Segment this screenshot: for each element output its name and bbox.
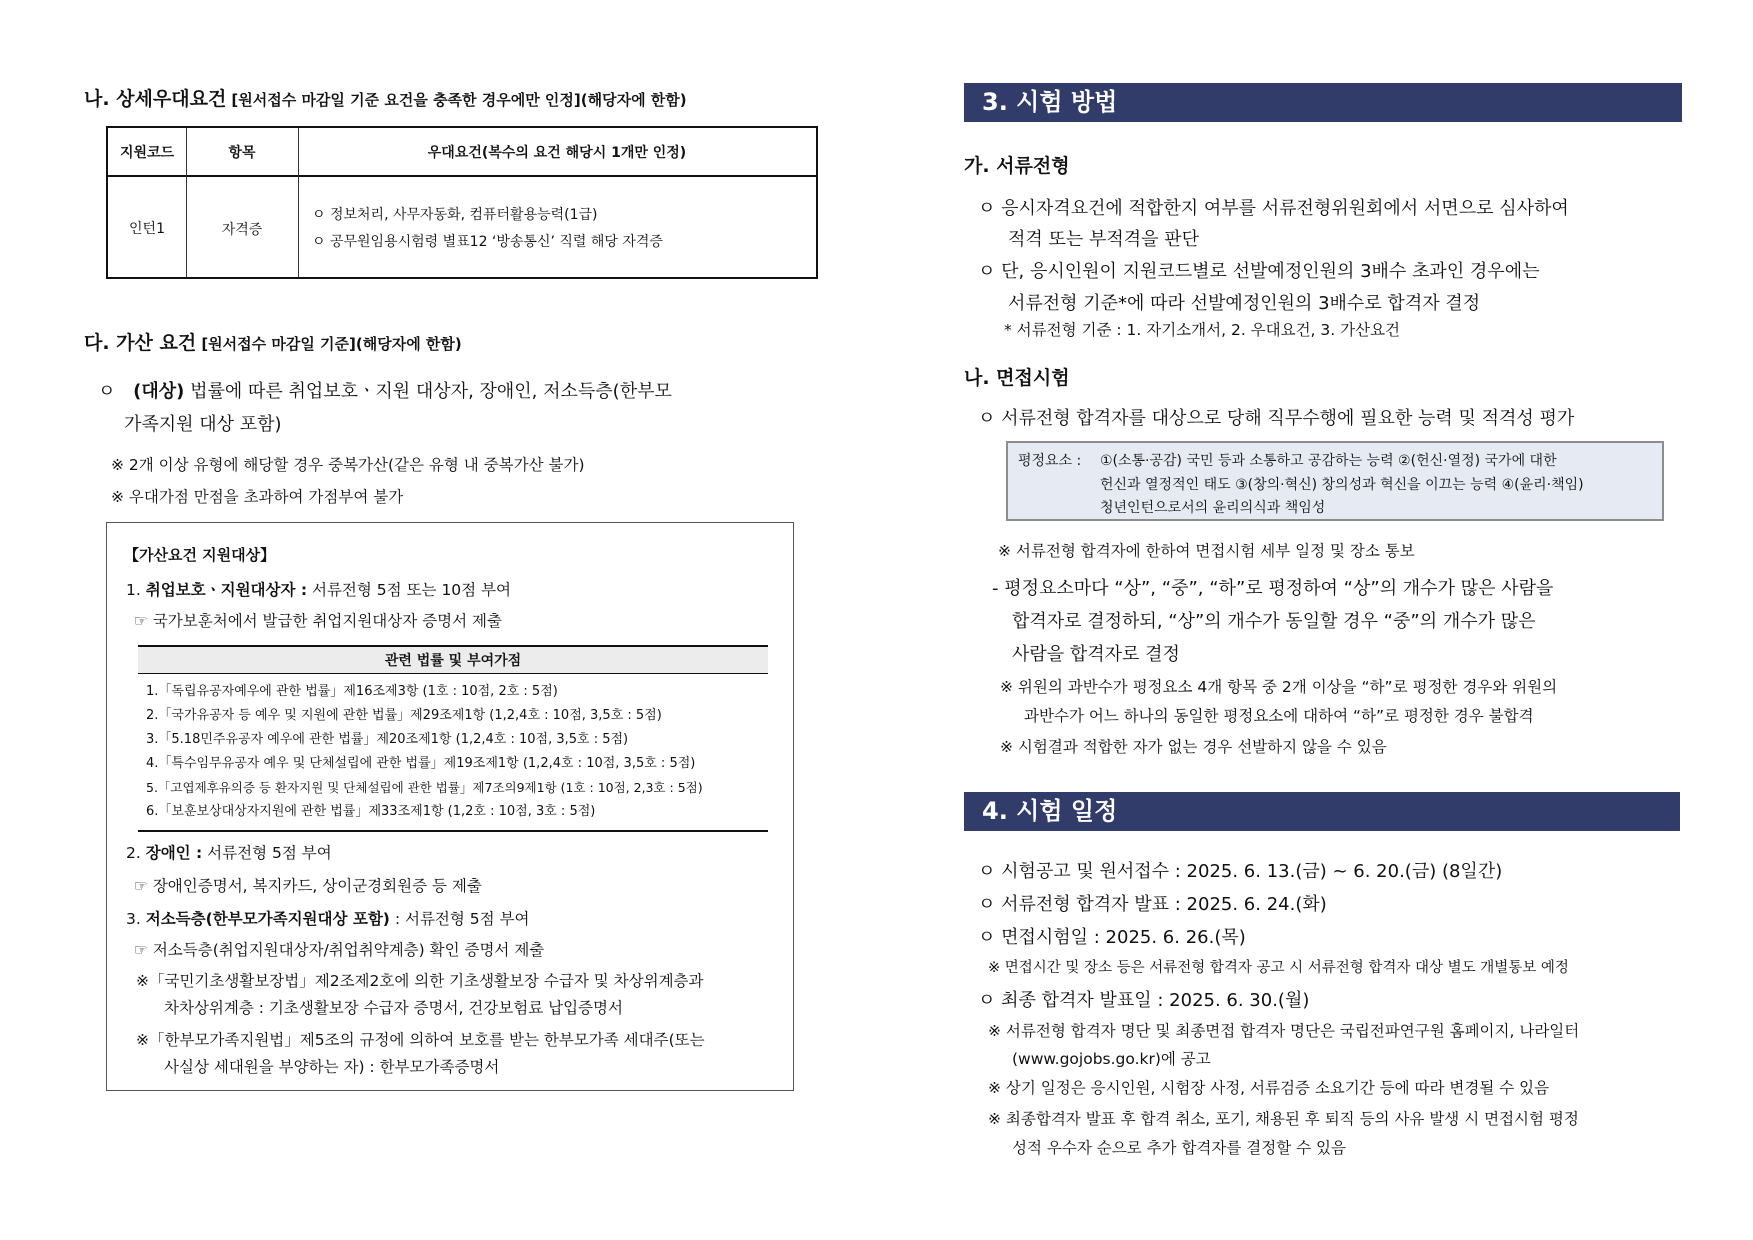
na-note-2-line-2: 과반수가 어느 하나의 동일한 평정요소에 대하여 “하”로 평정한 경우 불합격 [1024, 707, 1534, 725]
pref-header-reqs: 우대요건(복수의 요건 해당시 1개만 인정) [427, 145, 687, 161]
item3-rest: : 서류전형 5점 부여 [389, 910, 530, 928]
ga-item-1-line1: ㅇ 응시자격요건에 적합한지 여부를 서류전형위원회에서 서면으로 심사하여 [978, 198, 1569, 219]
law-table [138, 645, 768, 832]
addbox-item-3-sub: ☞ 저소득층(취업지원대상자/취업취약계층) 확인 증명서 제출 [134, 941, 545, 959]
schedule-item-2: ㅇ 서류전형 합격자 발표 : 2025. 6. 24.(화) [978, 894, 1327, 915]
note-duplicate: ※ 2개 이상 유형에 해당할 경우 중복가산(같은 유형 내 중복가산 불가) [111, 456, 585, 474]
final-note-1-line-1: ※ 서류전형 합격자 명단 및 최종면접 합격자 명단은 국립전파연구원 홈페이지, 나라일터 [988, 1022, 1580, 1040]
pref-cell-item: 자격증 [221, 222, 263, 238]
note-max-points: ※ 우대가점 만점을 초과하여 가점부여 불가 [111, 488, 404, 506]
eval-line-1: ①(소통·공감) 국민 등과 소통하고 공감하는 능력 ②(헌신·열정) 국가에 대한 [1100, 453, 1557, 469]
na-item: ㅇ 서류전형 합격자를 대상으로 당해 직무수행에 필요한 능력 및 적격성 평가 [978, 408, 1575, 429]
section-na-bracket: [원서접수 마감일 기준 요건을 충족한 경우에만 인정](해당자에 한함) [231, 91, 687, 109]
addbox-item-2 [126, 841, 332, 863]
addbox-item-3-note2-line2: 사실상 세대원을 부양하는 자) : 한부모가족증명서 [164, 1058, 500, 1076]
law-item: 5.「고엽제후유의증 등 환자지원 및 단체설립에 관한 법률」제7조의9제1항 (1호 : 10점, 2,3호 : 5점) [146, 780, 703, 795]
ga-note: * 서류전형 기준 : 1. 자기소개서, 2. 우대요건, 3. 가산요건 [1004, 321, 1401, 339]
law-table-header: 관련 법률 및 부여가점 [138, 645, 768, 674]
addbox-item-3 [126, 907, 530, 929]
item3-bold: 저소득층(한부모가족지원대상 포함) [145, 910, 390, 928]
schedule-item-1: ㅇ 시험공고 및 원서접수 : 2025. 6. 13.(금) ~ 6. 20.(금) (8일간) [978, 861, 1503, 882]
law-list [138, 674, 768, 830]
item1-rest: 서류전형 5점 또는 10점 부여 [307, 581, 512, 599]
law-item: 6.「보훈보상대상자지원에 관한 법률」제33조제1항 (1,2호 : 10점, 3호 : 5점) [146, 804, 596, 819]
item2-rest: 서류전형 5점 부여 [202, 844, 332, 862]
na-dash-line-1: - 평정요소마다 “상”, “중”, “하”로 평정하여 “상”의 개수가 많은 사람을 [992, 578, 1554, 599]
eval-label: 평정요소 : [1018, 453, 1082, 469]
target-bullet: ㅇ [98, 381, 116, 402]
final-note-3-line-1: ※ 최종합격자 발표 후 합격 취소, 포기, 채용된 후 퇴직 등의 사유 발생 시 면접시험 평정 [988, 1110, 1579, 1128]
ga-item-1-line2: 적격 또는 부적격을 판단 [1008, 229, 1200, 250]
addbox-item-2-sub: ☞ 장애인증명서, 복지카드, 상이군경회원증 등 제출 [134, 877, 482, 895]
pref-cell-req-2: ㅇ 공무원임용시험령 별표12 ‘방송통신’ 직렬 해당 자격증 [312, 234, 663, 250]
item1-num: 1. [126, 581, 141, 599]
law-table-bottom-rule [138, 830, 768, 832]
item2-num: 2. [126, 844, 141, 862]
law-item: 4.「특수임무유공자 예우 및 단체설립에 관한 법률」제19조제1항 (1,2,4호 : 10점, 3,5호 : 5점) [146, 756, 696, 771]
item1-bold: 취업보호ㆍ지원대상자 : [145, 581, 308, 599]
preference-table [106, 126, 818, 279]
final-note-1-line-2: (www.gojobs.go.kr)에 공고 [1012, 1050, 1211, 1068]
schedule-note-1: ※ 면접시간 및 장소 등은 서류전형 합격자 공고 시 서류전형 합격자 대상 별도 개별통보 예정 [988, 960, 1569, 976]
law-item: 2.「국가유공자 등 예우 및 지원에 관한 법률」제29조제1항 (1,2,4호 : 10점, 3,5호 : 5점) [146, 708, 662, 723]
pref-cell-code: 인턴1 [129, 221, 165, 237]
pref-header-code: 지원코드 [119, 145, 175, 161]
ga-title: 가. 서류전형 [964, 155, 1070, 177]
eval-line-3: 청년인턴으로서의 윤리의식과 책임성 [1100, 500, 1326, 516]
pref-cell-req-1: ㅇ 정보처리, 사무자동화, 컴퓨터활용능력(1급) [312, 207, 598, 223]
section-na-heading [84, 84, 687, 111]
na-dash-line-3: 사람을 합격자로 결정 [1012, 644, 1180, 665]
addbox-item-1-sub: ☞ 국가보훈처에서 발급한 취업지원대상자 증명서 제출 [134, 612, 502, 630]
target-text-1: 법률에 따른 취업보호ㆍ지원 대상자, 장애인, 저소득층(한부모 [184, 381, 672, 402]
section-4-header: 4. 시험 일정 [964, 792, 1680, 831]
evaluation-criteria-box [1006, 441, 1664, 521]
final-note-3-line-2: 성적 우수자 순으로 추가 합격자를 결정할 수 있음 [1012, 1139, 1346, 1157]
final-announcement: ㅇ 최종 합격자 발표일 : 2025. 6. 30.(월) [978, 990, 1310, 1011]
item3-num: 3. [126, 910, 141, 928]
law-item: 1.「독립유공자예우에 관한 법률」제16조제3항 (1호 : 10점, 2호 : 5점) [146, 684, 558, 699]
schedule-item-3: ㅇ 면접시험일 : 2025. 6. 26.(목) [978, 927, 1246, 948]
section-da-bracket: [원서접수 마감일 기준](해당자에 한함) [201, 335, 462, 353]
na-title: 나. 면접시험 [964, 367, 1070, 389]
section-da-title: 다. 가산 요건 [84, 332, 197, 354]
final-note-2: ※ 상기 일정은 응시인원, 시험장 사정, 서류검증 소요기간 등에 따라 변경될 수 있음 [988, 1079, 1550, 1097]
law-item: 3.「5.18민주유공자 예우에 관한 법률」제20조제1항 (1,2,4호 : 10점, 3,5호 : 5점) [146, 732, 629, 747]
target-label: (대상) [133, 381, 185, 402]
ga-item-2-line2: 서류전형 기준*에 따라 선발예정인원의 3배수로 합격자 결정 [1008, 293, 1481, 314]
addbox-item-3-note2-line1: ※「한부모가족지원법」제5조의 규정에 의하여 보호를 받는 한부모가족 세대주(또는 [136, 1031, 705, 1049]
addbox-item-1 [126, 578, 511, 600]
na-note-1: ※ 서류전형 합격자에 한하여 면접시험 세부 일정 및 장소 통보 [998, 542, 1415, 560]
addbox-title: 【가산요건 지원대상】 [124, 546, 276, 564]
na-note-2-line-1: ※ 위원의 과반수가 평정요소 4개 항목 중 2개 이상을 “하”로 평정한 경우와 위원의 [1000, 678, 1558, 696]
addbox-item-3-note1-line2: 차차상위계층 : 기초생활보장 수급자 증명서, 건강보험료 납입증명서 [164, 999, 623, 1017]
item2-bold: 장애인 : [145, 844, 203, 862]
ga-item-2-line1: ㅇ 단, 응시인원이 지원코드별로 선발예정인원의 3배수 초과인 경우에는 [978, 261, 1540, 282]
target-text-2: 가족지원 대상 포함) [124, 414, 282, 435]
eval-line-2: 헌신과 열정적인 태도 ③(창의·혁신) 창의성과 혁신을 이끄는 능력 ④(윤리·책임) [1100, 477, 1584, 493]
pref-header-item: 항목 [228, 145, 256, 161]
na-note-3: ※ 시험결과 적합한 자가 없는 경우 선발하지 않을 수 있음 [1000, 738, 1387, 756]
section-na-title: 나. 상세우대요건 [84, 88, 227, 110]
addbox-item-3-note1-line1: ※「국민기초생활보장법」제2조제2호에 의한 기초생활보장 수급자 및 차상위계층과 [136, 972, 704, 990]
target-line-1 [98, 377, 672, 403]
section-da-heading [84, 328, 462, 355]
na-dash-line-2: 합격자로 결정하되, “상”의 개수가 동일할 경우 “중”의 개수가 많은 [1012, 611, 1536, 632]
section-3-header: 3. 시험 방법 [964, 83, 1682, 122]
